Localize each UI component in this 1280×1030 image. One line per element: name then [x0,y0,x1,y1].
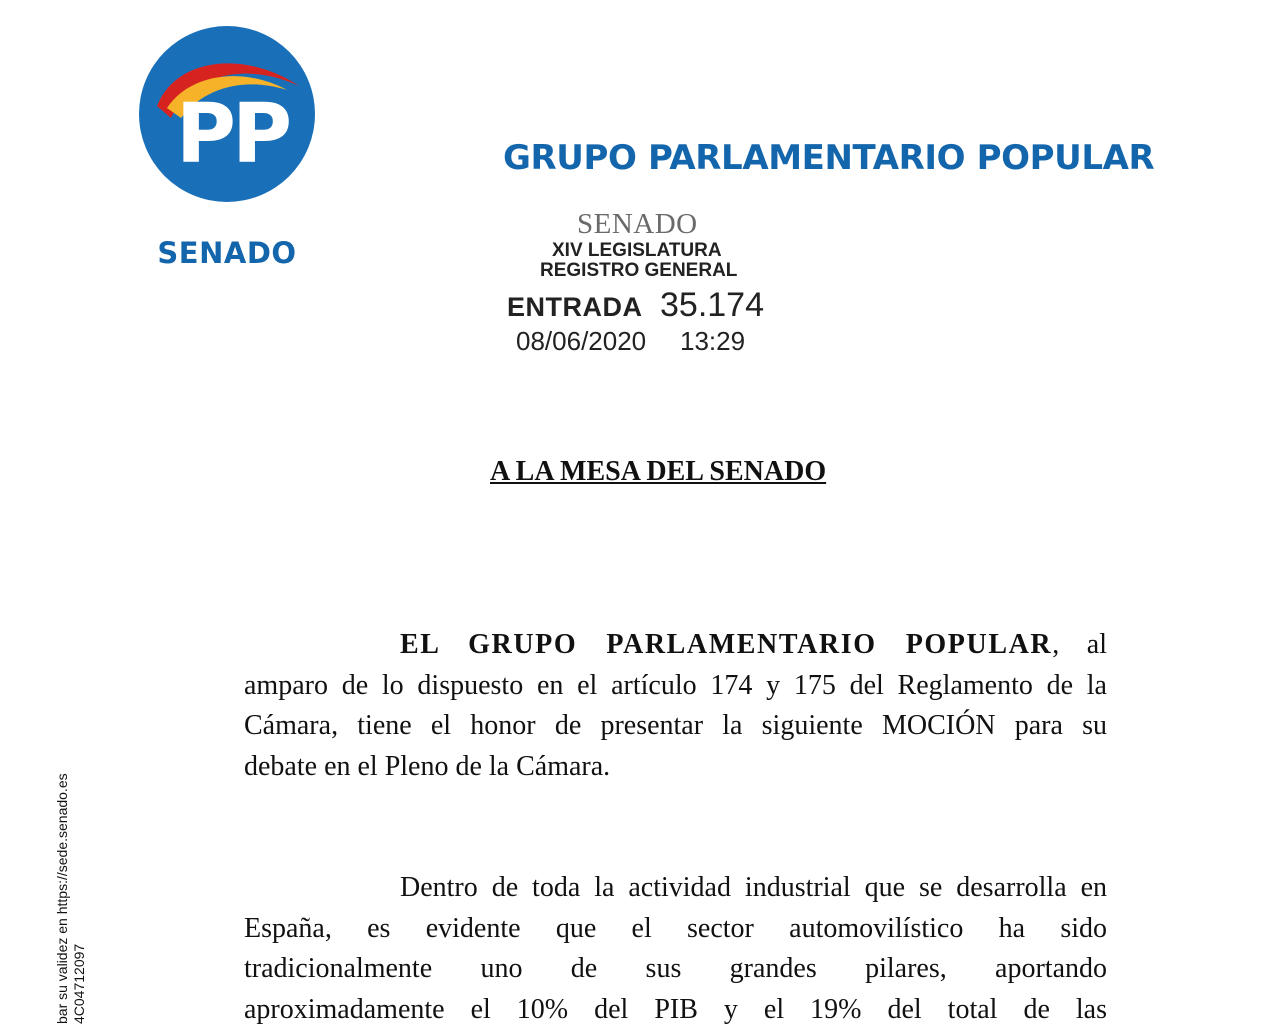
group-name-title: GRUPO PARLAMENTARIO POPULAR [503,138,1154,178]
lead-tail: , al [1052,629,1107,660]
stamp-legislature: XIV LEGISLATURA [552,240,722,262]
stamp-registry: REGISTRO GENERAL [540,260,737,282]
paragraph-line [244,625,1107,666]
logo-text: PP [176,87,289,182]
logo-caption: SENADO [137,236,317,270]
stamp-time: 13:29 [680,326,745,357]
paragraph-line: Cámara, tiene el honor de presentar la siguiente MOCIÓN para su [244,706,1107,747]
side-note-line: bar su validez en https://sede.senado.es [54,773,71,1024]
paragraph-context [244,868,1107,1030]
paragraph-line: debate en el Pleno de la Cámara. [244,747,1107,788]
paragraph-line: tradicionalmente uno de sus grandes pilares, aportando [244,949,1107,990]
stamp-org: SENADO [577,208,698,241]
document-heading: A LA MESA DEL SENADO [490,456,826,488]
paragraph-line: Dentro de toda la actividad industrial que se desarrolla en [244,868,1107,909]
pp-logo-icon [137,26,317,206]
stamp-date: 08/06/2020 [516,326,646,357]
side-note-code: 4C04712097 [71,773,88,1024]
stamp-entry-label: ENTRADA [507,292,643,323]
pp-senado-logo [137,26,317,256]
paragraph-line: España, es evidente que el sector automovilístico ha sido [244,909,1107,950]
paragraph-intro [244,625,1107,787]
paragraph-line: amparo de lo dispuesto en el artículo 174 y 175 del Reglamento de la [244,666,1107,707]
stamp-entry-number: 35.174 [660,286,764,325]
group-name-bold: EL GRUPO PARLAMENTARIO POPULAR [400,629,1052,660]
paragraph-line: aproximadamente el 10% del PIB y el 19% del total de las [244,990,1107,1030]
verification-side-note [54,773,88,1024]
